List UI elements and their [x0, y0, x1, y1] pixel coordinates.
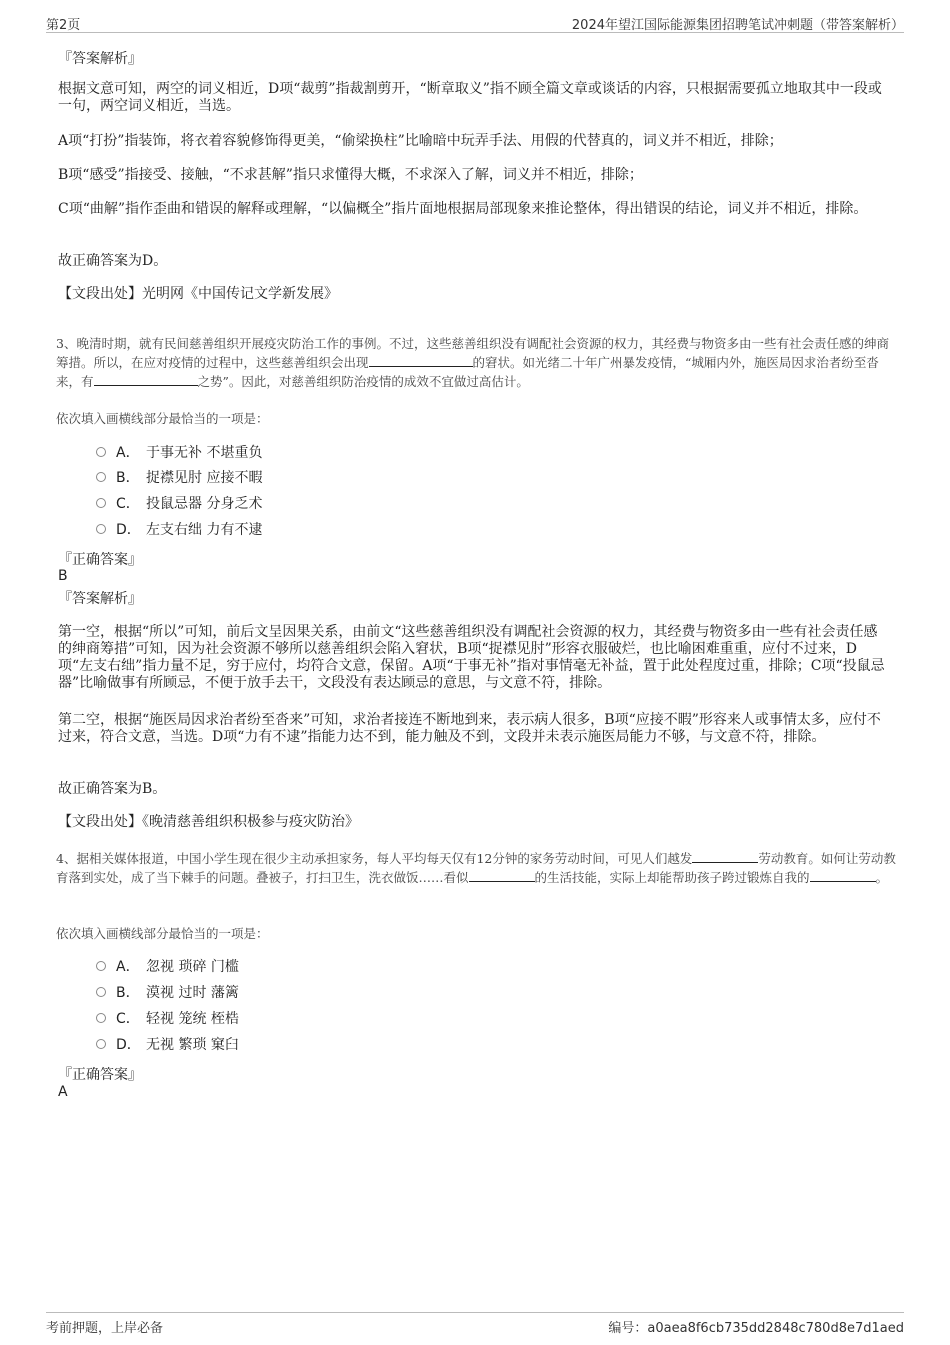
page-header [46, 12, 904, 33]
radio-icon[interactable] [96, 1013, 106, 1023]
q4-option-c[interactable]: C． 轻视 笼统 桎梏 [96, 1009, 239, 1029]
q3-prompt: 依次填入画横线部分最恰当的一项是： [56, 411, 269, 426]
q4-blank-2 [469, 869, 535, 882]
q3-correct-label: 『正确答案』 [58, 552, 142, 568]
radio-icon[interactable] [96, 498, 106, 508]
q3-analysis-p1: 第一空，根据“所以”可知，前后文呈因果关系，由前文“这些慈善组织没有调配社会资源的权力，其经费与物资多由一些有社会责任感的绅商筹措”可知，因为社会资源不够所以慈善组织会陷入窘状，B项“捉襟见肘”形容衣服破烂，也比喻困难重重，应付不过来，D项“左支右绌”指力量不足，穷于应付，均符合文意，保留。A项“于事无补”指对事情毫无补益，置于此处程度过重，排除；C项“投鼠忌器”比喻做事有所顾忌，不便于放手去干，文段没有表达顾忌的意思，与文意不符，排除。 [58, 624, 885, 691]
q2-analysis-p2: A项“打扮”指装饰，将衣着容貌修饰得更美，“偷梁换柱”比喻暗中玩弄手法、用假的代替真的，词义并不相近，排除； [58, 133, 783, 149]
q4-blank-1 [692, 850, 758, 863]
q4-option-d[interactable]: D． 无视 繁琐 窠臼 [96, 1035, 239, 1055]
q3-source: 【文段出处】《晚清慈善组织积极参与疫灾防治》 [58, 814, 359, 830]
document-code: 编号：a0aea8f6cb735dd2848c780d8e7d1aed [608, 1321, 904, 1336]
q3-option-d[interactable]: D． 左支右绌 力有不逮 [96, 520, 262, 540]
q2-source: 【文段出处】光明网《中国传记文学新发展》 [58, 286, 338, 302]
q4-question-text: 4、据相关媒体报道，中国小学生现在很少主动承担家务，每人平均每天仅有12分钟的家务劳动时间，可见人们越发 劳动教育。如何让劳动教育落到实处，成了当下棘手的问题。叠被子，打扫卫生，洗衣做饭……看似 的生活技能，实际上却能帮助孩子跨过锻炼自我的 。 [56, 851, 896, 885]
q4-correct-label: 『正确答案』 [58, 1067, 142, 1083]
q3-question-text: 3、晚清时期，就有民间慈善组织开展疫灾防治工作的事例。不过，这些慈善组织没有调配社会资源的权力，其经费与物资多由一些有社会责任感的绅商筹措。所以，在应对疫情的过程中，这些慈善组织会出现 的窘状。如光绪二十年广州暴发疫情，“城厢内外，施医局因求治者纷至沓来，有 之势”。因此，对慈善组织防治疫情的成效不宜做过高估计。 [56, 336, 889, 389]
q3-conclusion: 故正确答案为B。 [58, 781, 167, 797]
radio-icon[interactable] [96, 987, 106, 997]
q2-analysis-p3: B项“感受”指接受、接触，“不求甚解”指只求懂得大概，不求深入了解，词义并不相近，排除； [58, 167, 643, 183]
q4-blank-3 [810, 869, 876, 882]
q2-analysis-label: 『答案解析』 [58, 51, 142, 67]
radio-icon[interactable] [96, 961, 106, 971]
q3-analysis-p2: 第二空，根据“施医局因求治者纷至沓来”可知，求治者接连不断地到来，表示病人很多，B项“应接不暇”形容来人或事情太多，应付不过来，符合文意，当选。D项“力有不逮”指能力达不到，能力触及不到，文段并未表示施医局能力不够，与文意不符，排除。 [58, 712, 881, 745]
q3-blank-1 [369, 354, 473, 367]
footer-slogan: 考前押题，上岸必备 [46, 1321, 164, 1336]
q3-option-a[interactable]: A． 于事无补 不堪重负 [96, 443, 262, 463]
q2-conclusion: 故正确答案为D。 [58, 253, 168, 269]
q4-prompt: 依次填入画横线部分最恰当的一项是： [56, 926, 269, 941]
radio-icon[interactable] [96, 472, 106, 482]
q3-option-b[interactable]: B． 捉襟见肘 应接不暇 [96, 468, 262, 488]
q2-analysis-p4: C项“曲解”指作歪曲和错误的解释或理解，“以偏概全”指片面地根据局部现象来推论整体，得出错误的结论，词义并不相近，排除。 [58, 201, 868, 217]
q3-correct-answer: B [58, 568, 68, 584]
q3-blank-2 [94, 373, 198, 386]
q2-analysis-p1: 根据文意可知，两空的词义相近，D项“裁剪”指裁割剪开，“断章取义”指不顾全篇文章或谈话的内容，只根据需要孤立地取其中一段或一句，两空词义相近，当选。 [58, 81, 882, 114]
q4-option-a[interactable]: A． 忽视 琐碎 门槛 [96, 957, 239, 977]
page-footer [46, 1312, 904, 1337]
document-title: 2024年望江国际能源集团招聘笔试冲刺题（带答案解析） [571, 18, 904, 33]
radio-icon[interactable] [96, 1039, 106, 1049]
q3-option-c[interactable]: C． 投鼠忌器 分身乏术 [96, 494, 262, 514]
radio-icon[interactable] [96, 524, 106, 534]
q4-option-b[interactable]: B． 漠视 过时 藩篱 [96, 983, 239, 1003]
radio-icon[interactable] [96, 447, 106, 457]
page-number: 第2页 [46, 18, 81, 33]
q3-analysis-label: 『答案解析』 [58, 591, 142, 607]
q4-correct-answer: A [58, 1084, 68, 1100]
